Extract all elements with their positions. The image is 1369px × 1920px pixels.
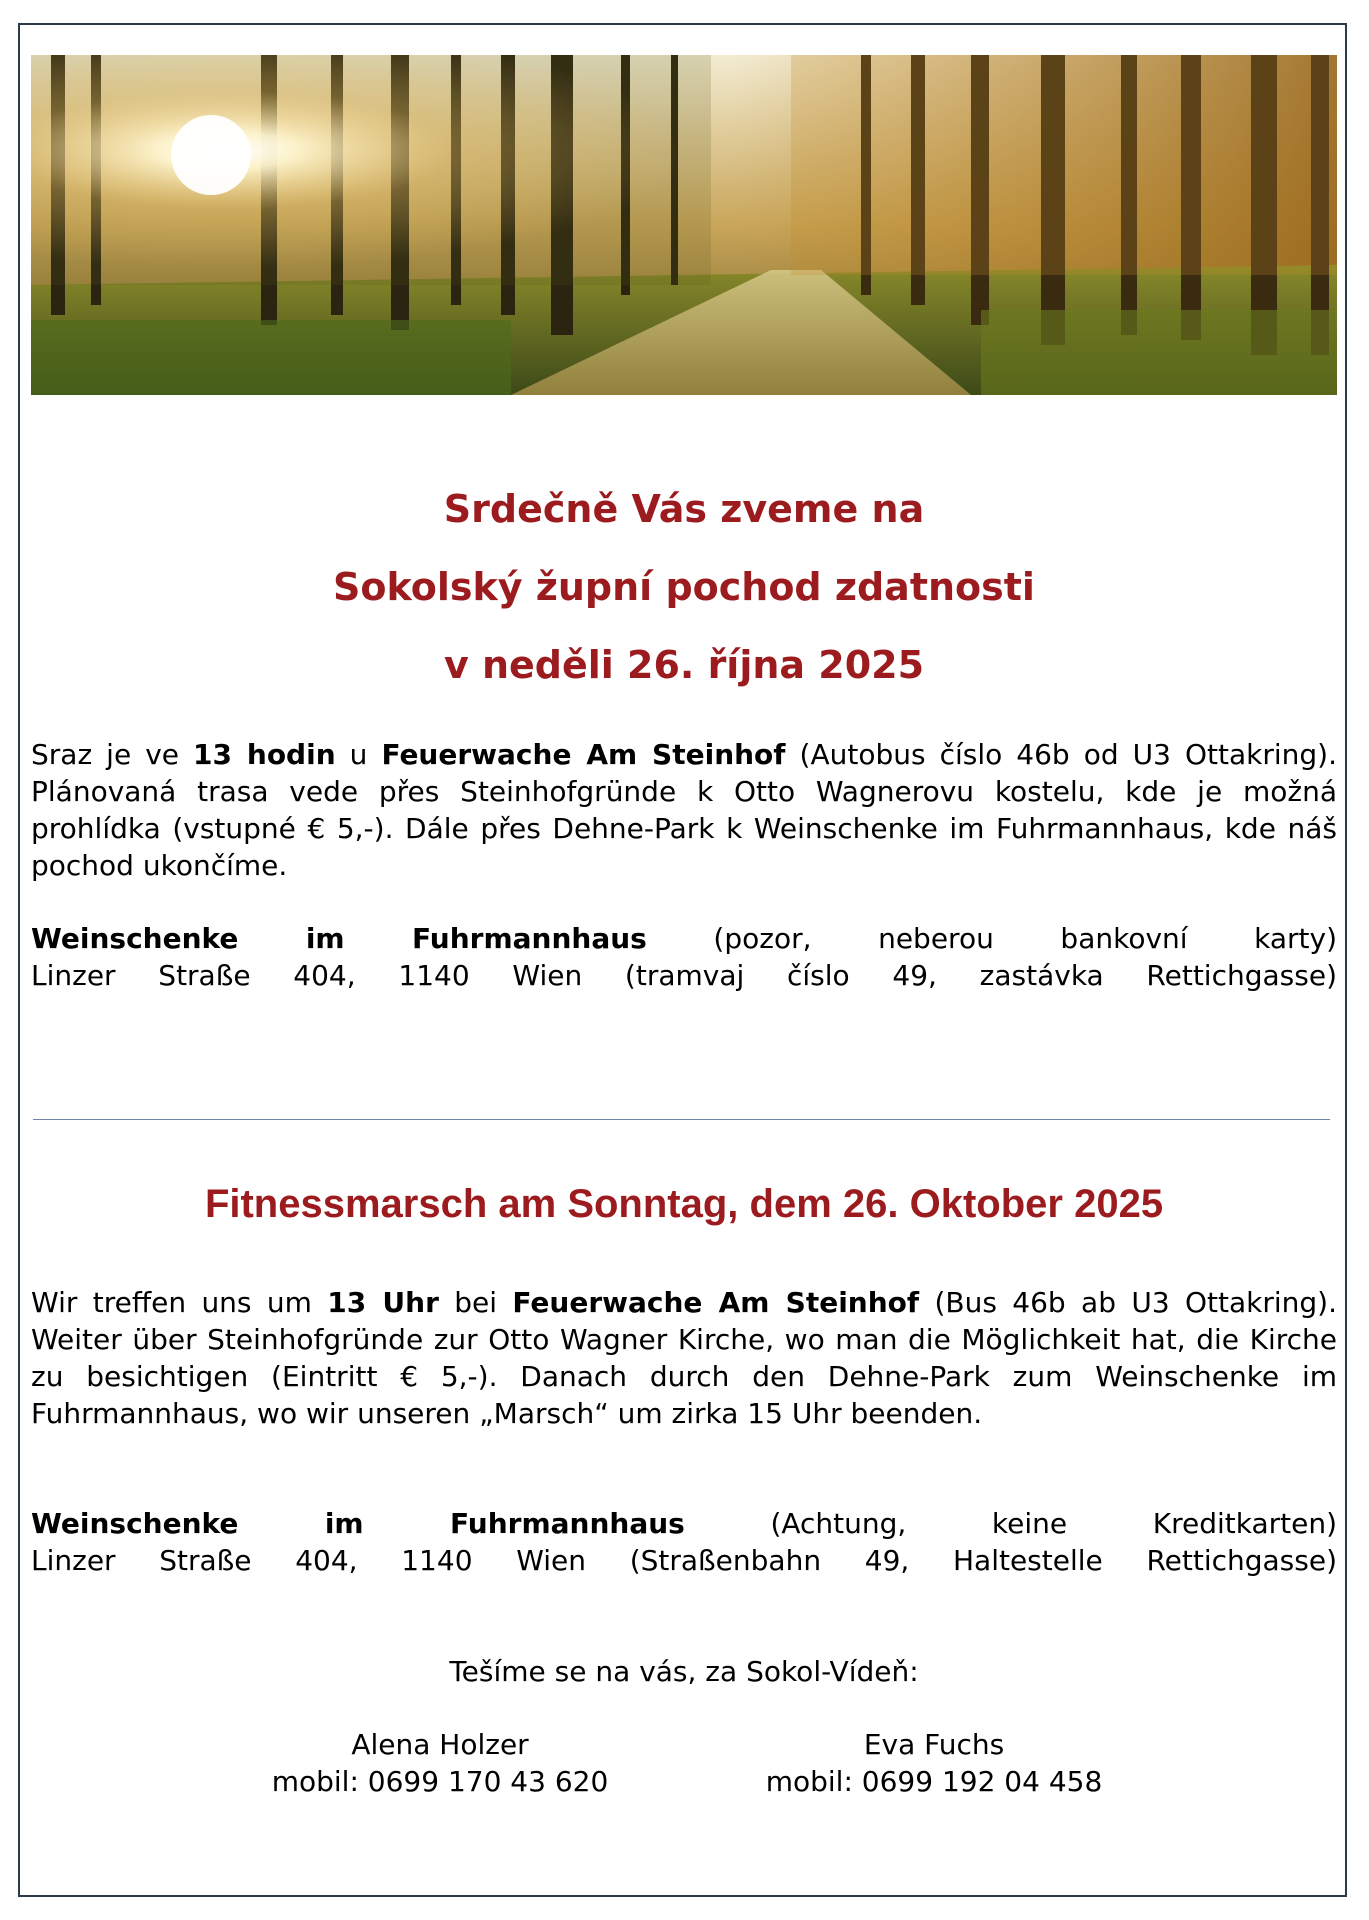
section-divider — [33, 1119, 1330, 1120]
german-venue-line: Weinschenke im Fuhrmannhaus (Achtung, keine Kreditkarten) — [31, 1507, 1337, 1540]
czech-title-line2: Sokolský župní pochod zdatnosti — [333, 565, 1035, 609]
contact2-name: Eva Fuchs — [863, 1728, 1005, 1761]
contact1-name: Alena Holzer — [351, 1728, 529, 1761]
german-intro-paragraph: Wir treffen uns um 13 Uhr bei Feuerwache Am Steinhof (Bus 46b ab U3 Ottakring). Weiter über Steinhofgründe zur Otto Wagner Kirche, wo man die Möglichkeit hat, die Kirche zu besichtigen (Eintritt € 5,-). Danach durch den Dehne-Park zum Weinschenke im Fuhrmannhaus, wo wir unseren „Marsch“ um zirka 15 Uhr beenden. — [31, 1286, 1338, 1430]
german-venue-address: Linzer Straße 404, 1140 Wien (Straßenbahn 49, Haltestelle Rettichgasse) — [31, 1544, 1337, 1577]
forest-path-photo — [31, 55, 1337, 395]
czech-title-line3: v neděli 26. října 2025 — [443, 643, 925, 687]
german-title: Fitnessmarsch am Sonntag, dem 26. Oktober 2025 — [204, 1182, 1164, 1226]
czech-venue-line: Weinschenke im Fuhrmannhaus (pozor, neberou bankovní karty) — [31, 922, 1338, 955]
czech-venue-address: Linzer Straße 404, 1140 Wien (tramvaj číslo 49, zastávka Rettichgasse) — [31, 959, 1337, 992]
closing-greeting: Tešíme se na vás, za Sokol-Vídeň: — [449, 1655, 919, 1688]
czech-title-line1: Srdečně Vás zveme na — [443, 487, 925, 531]
czech-intro-paragraph: Sraz je ve 13 hodin u Feuerwache Am Steinhof (Autobus číslo 46b od U3 Ottakring). Plánovaná trasa vede přes Steinhofgründe k Otto Wagnerovu kostelu, kde je možná prohlídka (vstupné € 5,-). Dále přes Dehne-Park k Weinschenke im Fuhrmannhaus, kde náš pochod ukončíme. — [31, 738, 1338, 882]
contact1-phone: mobil: 0699 170 43 620 — [271, 1765, 609, 1798]
contact2-phone: mobil: 0699 192 04 458 — [765, 1765, 1103, 1798]
